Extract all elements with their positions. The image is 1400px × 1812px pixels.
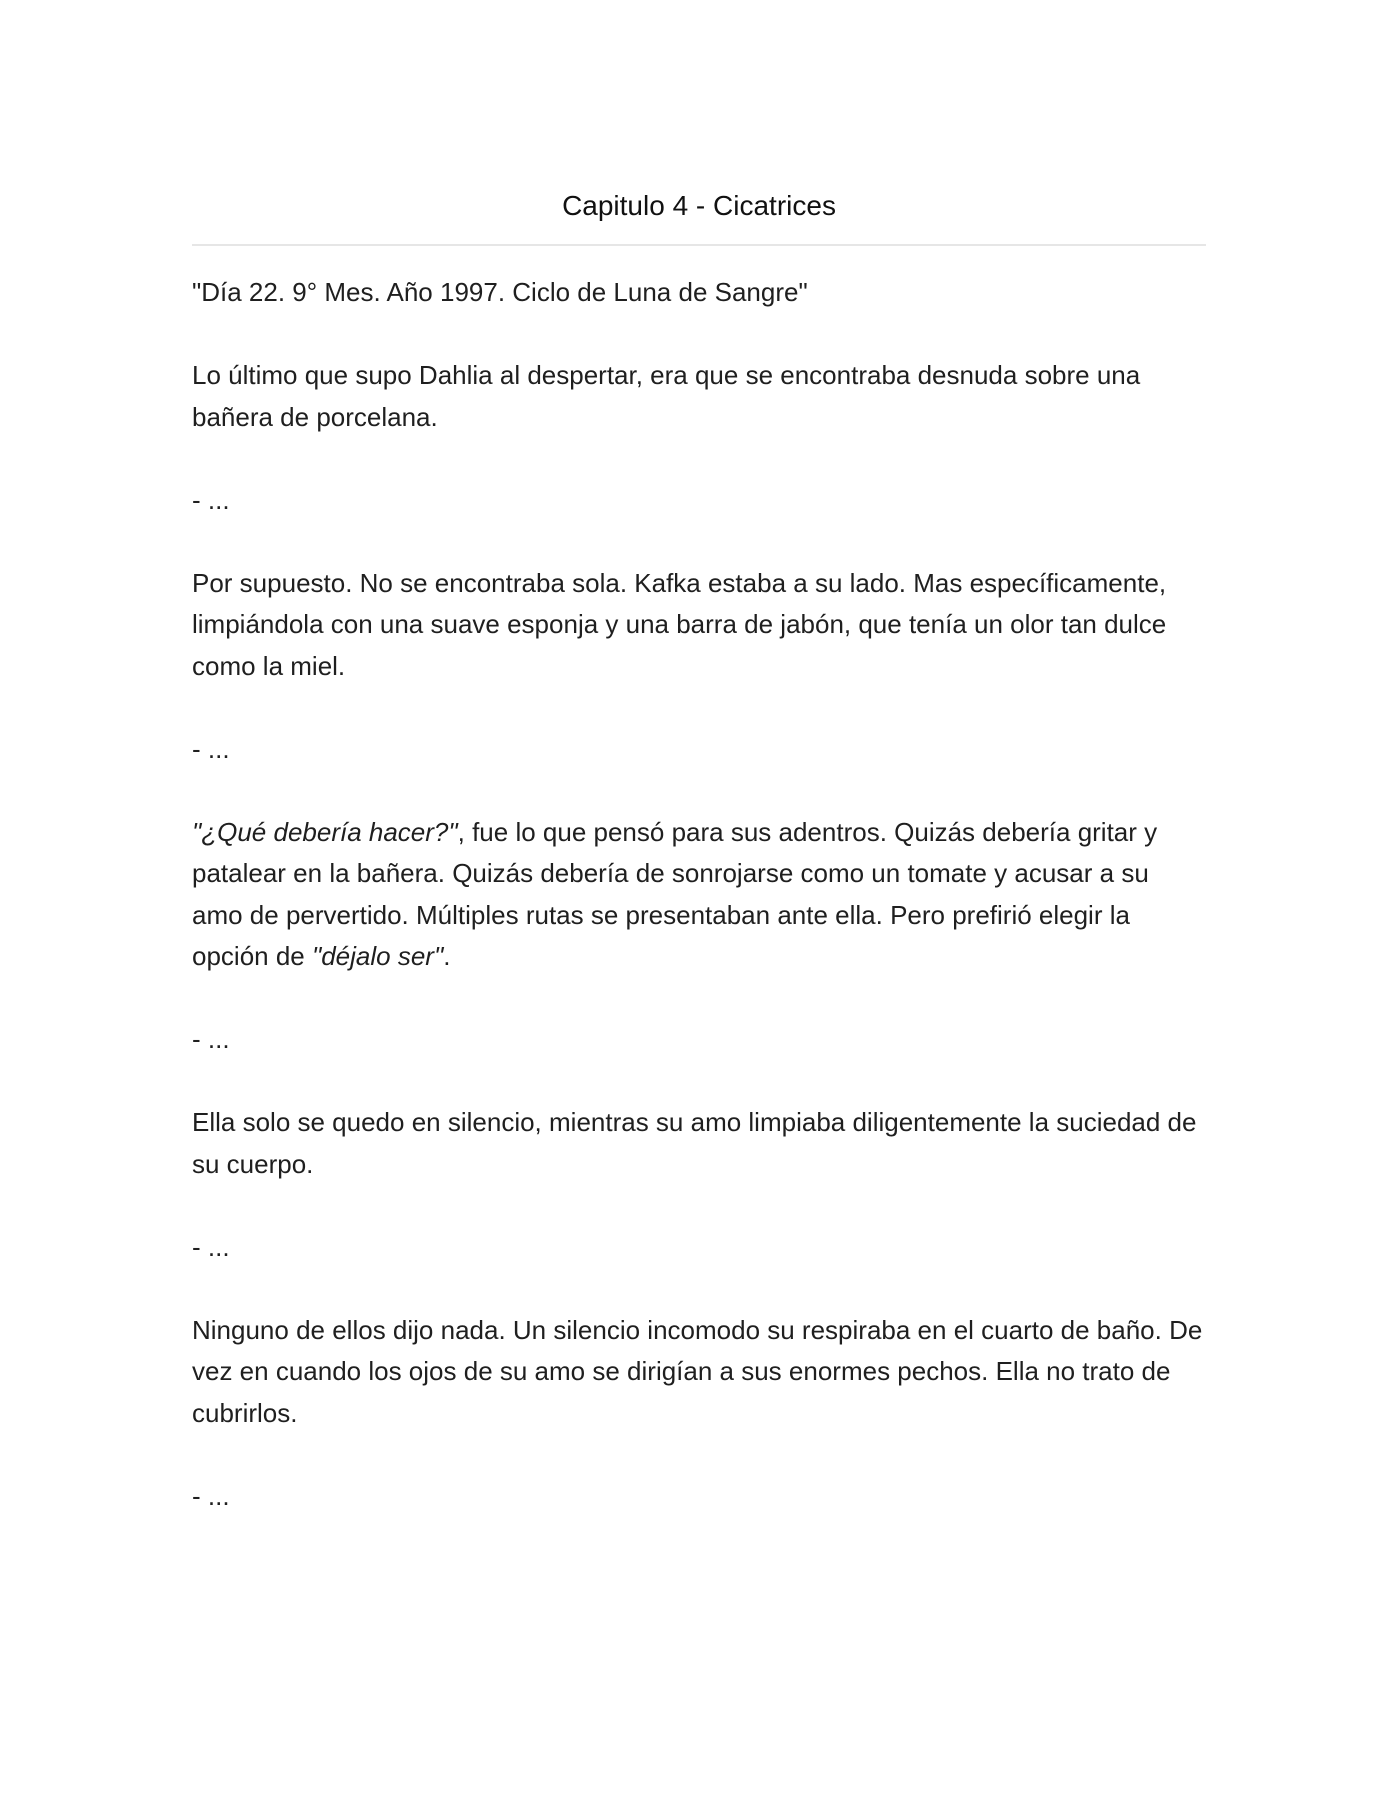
italic-phrase: "déjalo ser" [311, 941, 444, 971]
paragraph-ellipsis: - ... [192, 1024, 230, 1054]
paragraph-text-end: . [443, 941, 451, 971]
paragraph-ellipsis: - ... [192, 484, 230, 515]
paragraph-text: , fue lo que pensó para sus adentros. Quizás debería gritar y patalear en la bañera. Quizás debería de sonrojarse como un tomate y acusar a su amo de pervertido. Múltiples rutas se presentaban ante ella. Pero prefirió elegir la opción de [192, 816, 1158, 971]
chapter-title: Capitulo 4 - Cicatrices [562, 190, 836, 221]
italic-thought: "¿Qué debería hacer?" [192, 816, 458, 847]
paragraph-date: "Día 22. 9° Mes. Año 1997. Ciclo de Luna de Sangre" [192, 277, 808, 307]
title-divider [192, 244, 1206, 246]
paragraph: Ninguno de ellos dijo nada. Un silencio incomodo su respiraba en el cuarto de baño. De vez en cuando los ojos de su amo se dirigían a sus enormes pechos. Ella no trato de cubrirlos. [192, 1314, 1203, 1428]
paragraph: Lo último que supo Dahlia al despertar, era que se encontraba desnuda sobre una bañera de porcelana. [192, 360, 1141, 432]
paragraph-ellipsis: - ... [192, 733, 230, 764]
paragraph-ellipsis: - ... [192, 1480, 230, 1511]
paragraph-with-italics [192, 812, 1206, 978]
paragraph: Por supuesto. No se encontraba sola. Kafka estaba a su lado. Mas específicamente, limpiándola con una suave esponja y una barra de jabón, que tenía un olor tan dulce como la miel. [192, 567, 1167, 681]
document-page [192, 186, 1206, 1559]
paragraph: Ella solo se quedo en silencio, mientras su amo limpiaba diligentemente la suciedad de su cuerpo. [192, 1107, 1197, 1179]
paragraph-ellipsis: - ... [192, 1231, 230, 1262]
